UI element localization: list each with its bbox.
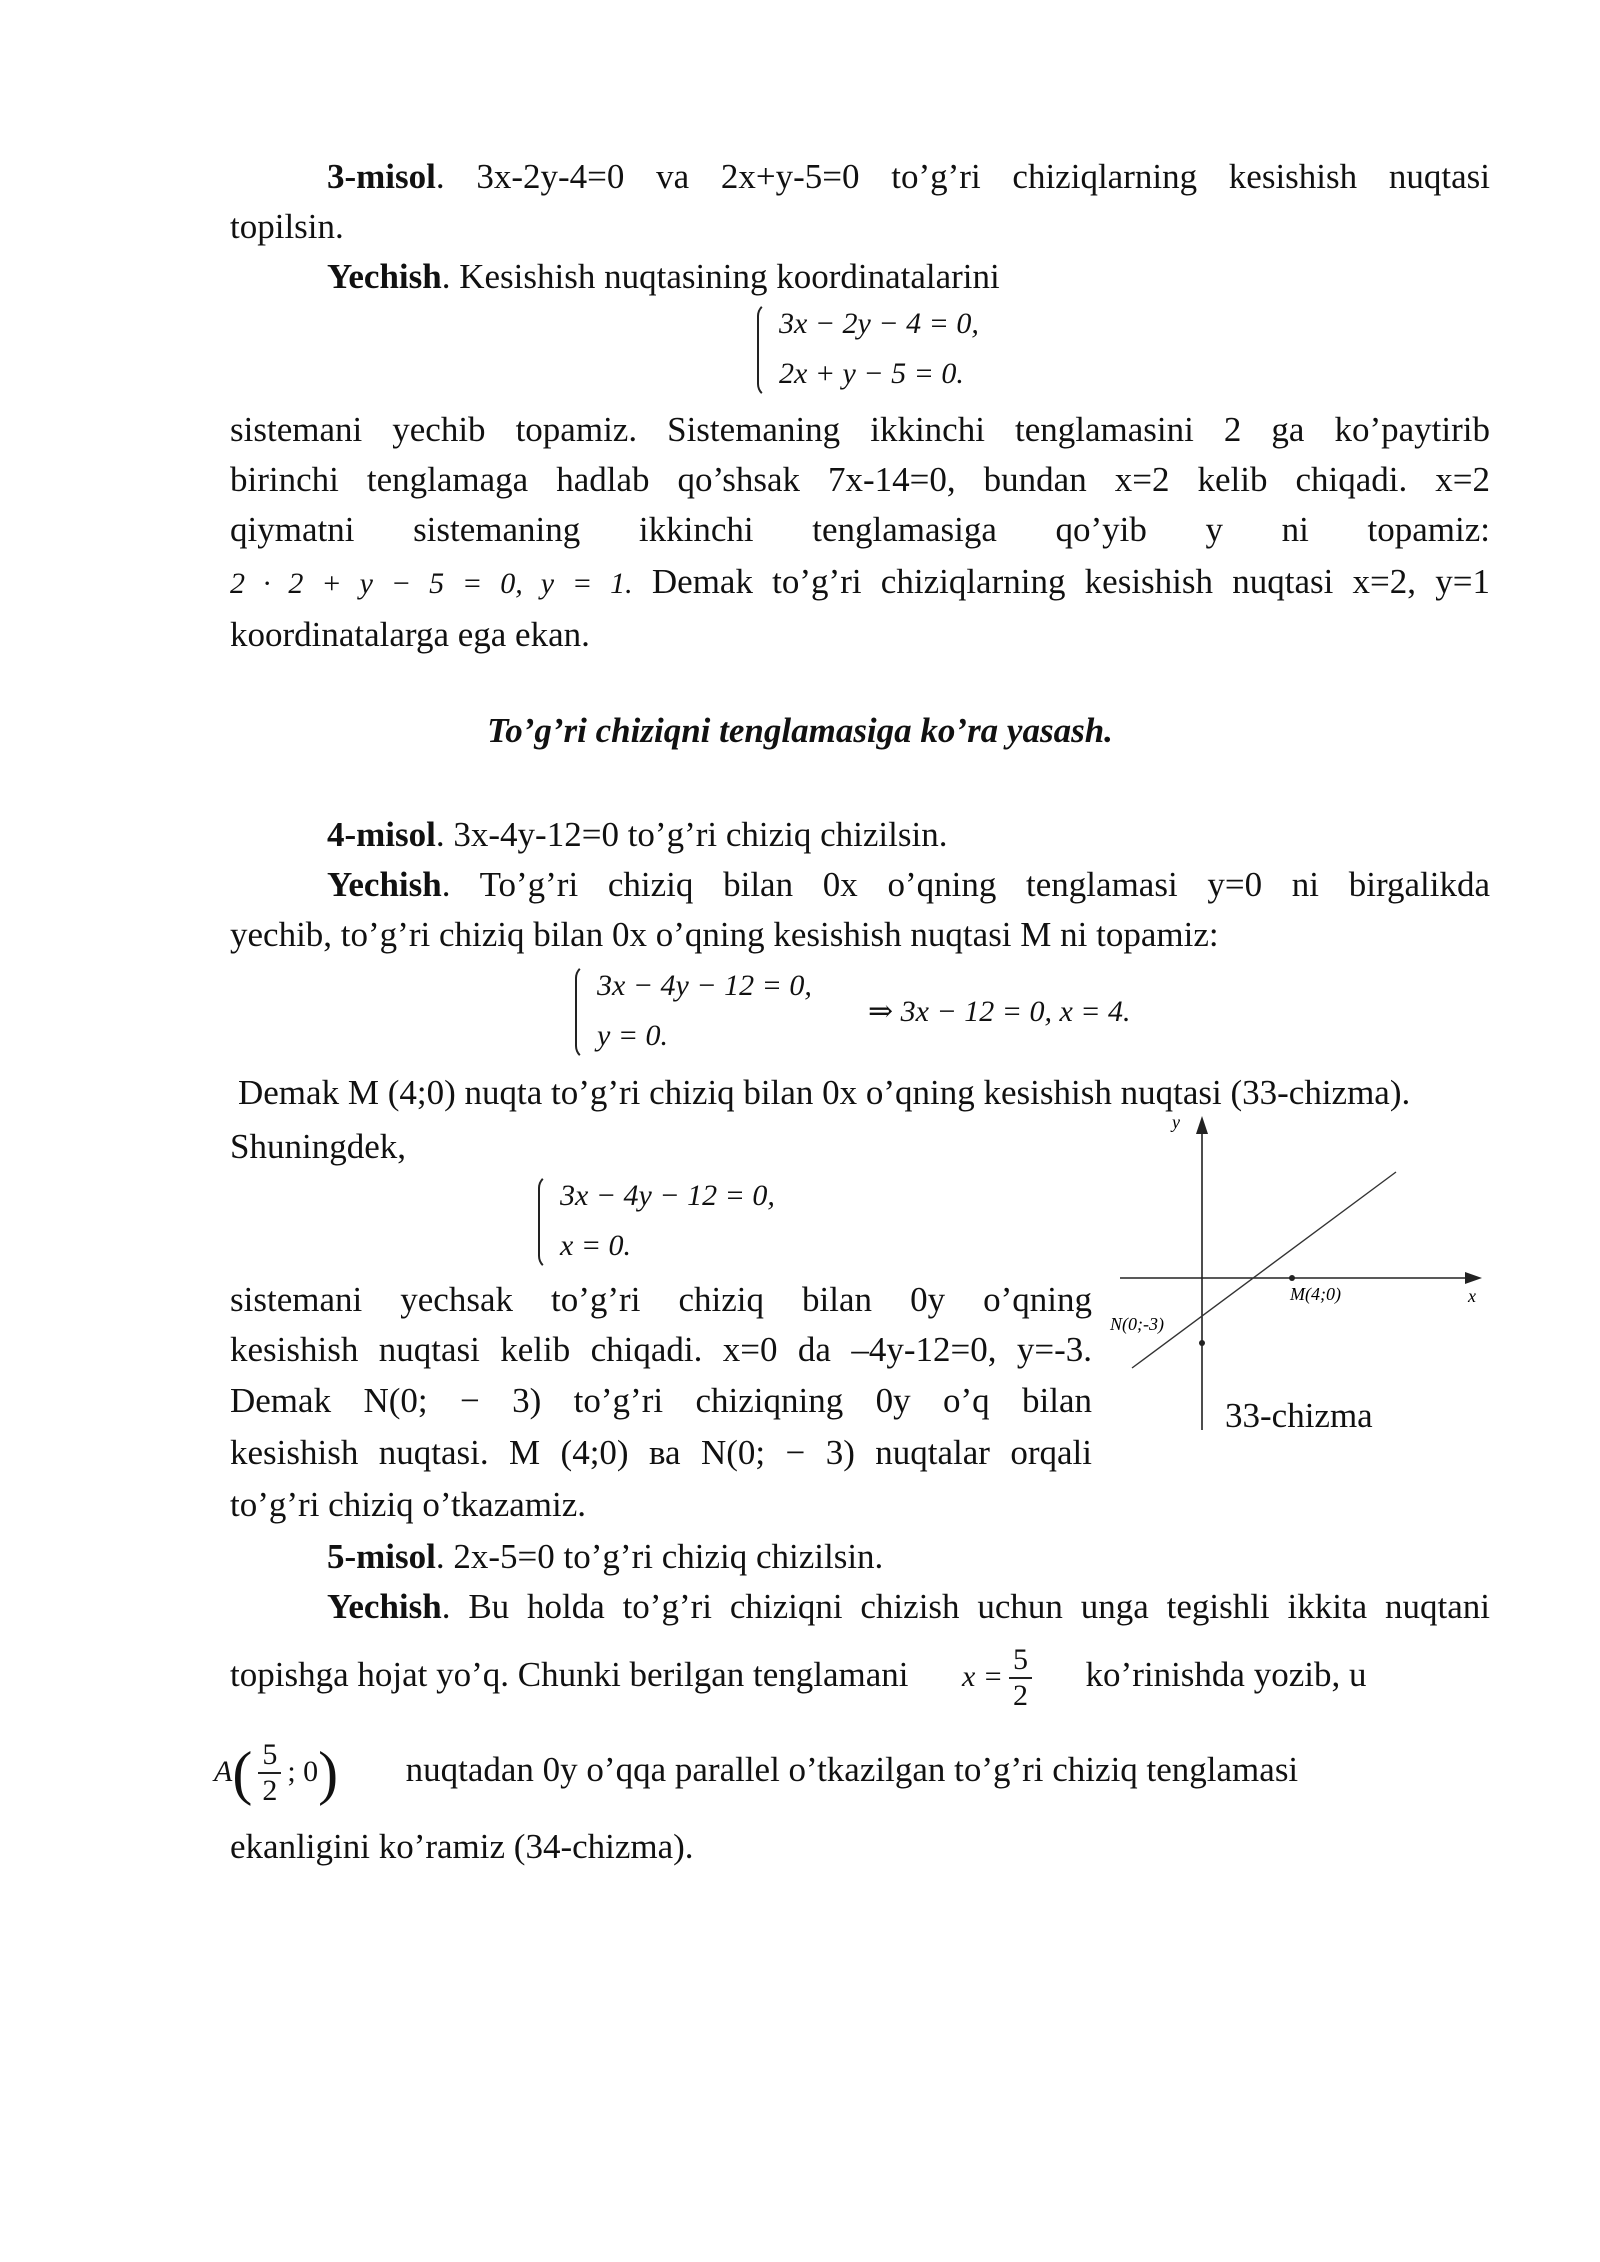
- line-3x-4y-12: [1132, 1172, 1396, 1368]
- example5-line5: ekanligini ko’ramiz (34-chizma).: [230, 1827, 694, 1866]
- example4-para-line4: kesishish nuqtasi. M (4;0) ва N(0; − 3) nuqtalar orqali: [230, 1433, 1092, 1472]
- section-heading: To’g’ri chiziqni tenglamasiga ko’ra yasash.: [487, 711, 1113, 750]
- example3-para-line2: birinchi tenglamaga hadlab qo’shsak 7x-14=0, bundan x=2 kelib chiqadi. x=2: [230, 460, 1490, 499]
- figure-caption: 33-chizma: [1225, 1396, 1373, 1435]
- point-m-dot: [1289, 1275, 1295, 1281]
- system1-equation-2: y = 0.: [597, 1019, 669, 1052]
- point-n-dot: [1199, 1340, 1205, 1346]
- x-equals: x =: [961, 1660, 1004, 1693]
- example5-line1: 5-misol. 2x-5=0 to’g’ri chiziq chizilsin.: [327, 1537, 884, 1576]
- example5-solution-label: Yechish: [327, 1587, 442, 1626]
- point-a: A: [214, 1755, 233, 1788]
- example5-label: 5-misol: [327, 1537, 436, 1576]
- system-equation-2: 2x + y − 5 = 0.: [779, 357, 964, 390]
- y-axis-label: y: [1172, 1112, 1180, 1132]
- example3-para-line1: sistemani yechib topamiz. Sistemaning ikkinchi tenglamasini 2 ga ko’paytirib: [230, 410, 1490, 449]
- example5-solution-line: Yechish. Bu holda to’g’ri chiziqni chizish uchun unga tegishli ikkita nuqtani: [327, 1587, 1490, 1626]
- system2-equation-1: 3x − 4y − 12 = 0,: [560, 1179, 775, 1212]
- figure-33: [1110, 1110, 1500, 1440]
- example4-system1: [575, 962, 835, 1062]
- example4-demak-line: Demak M (4;0) nuqta to’g’ri chiziq bilan 0x o’qning kesishish nuqtasi (33-chizma).: [238, 1073, 1411, 1112]
- example4-para-line5: to’g’ri chiziq o’tkazamiz.: [230, 1485, 587, 1524]
- example4-solution-line: Yechish. To’g’ri chiziq bilan 0x o’qning tenglamasi y=0 ni birgalikda: [327, 865, 1490, 904]
- example4-label: 4-misol: [327, 815, 436, 854]
- example3-solution-label: Yechish: [327, 257, 442, 296]
- example4-para-line2: kesishish nuqtasi kelib chiqadi. x=0 da –4y-12=0, y=-3.: [230, 1330, 1092, 1369]
- example3-solution-line: Yechish. Kesishish nuqtasining koordinatalarini: [327, 257, 1000, 296]
- example4-solution-label: Yechish: [327, 865, 442, 904]
- inline-equation: 2 · 2 + y − 5 = 0, y = 1.: [230, 567, 633, 600]
- example4-line3: yechib, to’g’ri chiziq bilan 0x o’qning kesishish nuqtasi M ni topamiz:: [230, 915, 1219, 954]
- y-axis-arrow: [1196, 1116, 1208, 1134]
- implication-result: ⇒ 3x − 12 = 0, x = 4.: [868, 995, 1131, 1028]
- system-brace: [575, 964, 591, 1060]
- x-axis-arrow: [1465, 1272, 1482, 1284]
- example5-line3: topishga hojat yo’q. Chunki berilgan tenglamani x = $\frac{5}{2}$ ko’rinishda yozib, u: [230, 1642, 1367, 1712]
- system1-equation-1: 3x − 4y − 12 = 0,: [597, 969, 812, 1002]
- example4-system2: [538, 1172, 798, 1272]
- point-m-label: M(4;0): [1290, 1284, 1341, 1304]
- example3-para-line4: 2 · 2 + y − 5 = 0, y = 1. Demak to’g’ri chiziqlarning kesishish nuqtasi x=2, y=1: [230, 562, 1490, 601]
- x-axis-label: x: [1468, 1286, 1476, 1306]
- example3-system: [757, 300, 1017, 400]
- example3-line2: topilsin.: [230, 207, 344, 246]
- example3-para-line5: koordinatalarga ega ekan.: [230, 615, 590, 654]
- system-brace: [757, 302, 773, 398]
- example3-para-line3: qiymatni sistemaning ikkinchi tenglamasiga qo’yib y ni topamiz:: [230, 510, 1490, 549]
- fraction-5-2-a: $\frac{5}{2}$: [258, 1738, 281, 1808]
- fraction-5-2: $\frac{5}{2}$: [1009, 1643, 1032, 1713]
- example3-line1: 3-misol. 3x-2y-4=0 va 2x+y-5=0 to’g’ri chiziqlarning kesishish nuqtasi: [327, 157, 1490, 196]
- example3-label: 3-misol: [327, 157, 436, 196]
- system2-equation-2: x = 0.: [560, 1229, 632, 1262]
- point-n-label: N(0;-3): [1110, 1314, 1164, 1334]
- example4-line1: 4-misol. 3x-4y-12=0 to’g’ri chiziq chizilsin.: [327, 815, 948, 854]
- example4-para-line1: sistemani yechsak to’g’ri chiziq bilan 0y o’qning: [230, 1280, 1092, 1319]
- example4-para-line3: Demak N(0; − 3) to’g’ri chiziqning 0y o’q bilan: [230, 1381, 1092, 1420]
- system-brace: [538, 1174, 554, 1270]
- example4-shuningdek: Shuningdek,: [230, 1127, 406, 1166]
- system-equation-1: 3x − 2y − 4 = 0,: [779, 307, 979, 340]
- example5-line4: A( $\frac{5}{2}$ ; 0) nuqtadan 0y o’qqa parallel o’tkazilgan to’g’ri chiziq tenglamasi: [214, 1737, 1299, 1807]
